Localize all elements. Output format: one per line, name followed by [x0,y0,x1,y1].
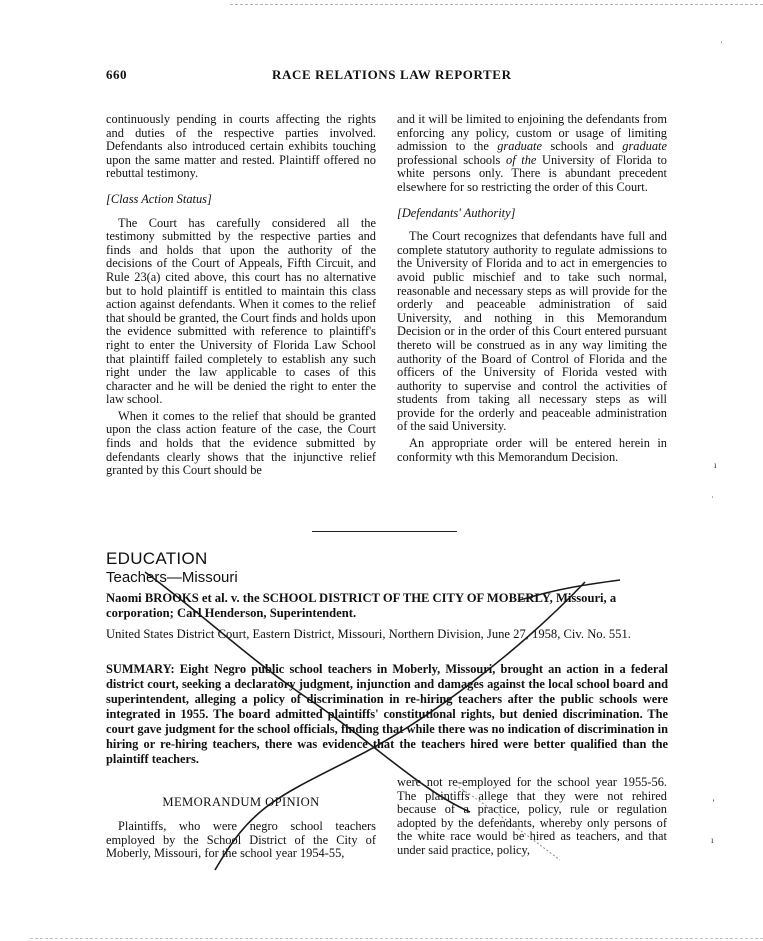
scan-speck: ʾ [711,495,714,505]
memo-right-column [397,776,667,861]
case-title: Naomi BROOKS et al. v. the SCHOOL DISTRICT OF THE CITY OF MOBERLY, Missouri, a corporation; Carl Henderson, Superintendent. [106,591,617,620]
left-paragraph-2: The Court has carefully considered all the testimony submitted by the respective parties and finds and holds that upon the authority of the decisions of the Court of Appeals, Fifth Circuit, and Rule 23(a) cited above, this court has no alternative but to hold plaintiff is entitled to maintain this class action against defendants. When it comes to the relief that should be granted, the Court finds and holds upon the evidence submitted with reference to plaintiff's right to enter the University of Florida Law School that plaintiff failed completely to establish any such right under the law applicable to cases of this character and he will be denied the right to enter the law school. [106,215,376,407]
court-citation: United States District Court, Eastern District, Missouri, Northern Division, June 27, 1958, Civ. No. 551. [106,627,631,641]
memo-left-column [106,776,376,864]
section-subtitle: Teachers—Missouri [106,569,238,586]
left-paragraph-3: When it comes to the relief that should be granted upon the class action feature of the case, the Court finds and holds that the evidence submitted by defendants clearly shows that the injunctive relief granted by this Court should be [106,408,376,478]
page-number: 660 [106,67,127,82]
defendants-authority-heading: [Defendants' Authority] [397,205,516,220]
scan-speck: ˈ [720,40,723,50]
scan-speck: ı [714,460,717,470]
case-summary: SUMMARY: Eight Negro public school teachers in Moberly, Missouri, brought an action in a federal district court, seeking a declaratory judgment, injunction and damages against the local school board and superintendent, alleging a policy of discrimination in re-hiring teachers after the public schools were integrated in 1955. The board admitted plaintiffs' constitutional rights, but denied discrimination. The court gave judgment for the school officials, finding that while there was no indication of discrimination in hiring or re-hiring teachers, there was evidence that the teachers hired were better qualified than the plaintiff teachers. [106,662,668,766]
left-paragraph-1: continuously pending in courts affecting the rights and duties of the respective parties involved. Defendants also introduced certain exhibits touching upon the same matter and rested. Plaintiff offered no rebuttal testimony. [106,112,376,181]
memo-right-paragraph: were not re-employed for the school year 1955-56. The plaintiffs allege that they were not rehired because of a practice, policy, rule or regulation adopted by the defendants, whereby only persons of the white race would be hired as teachers, and that under said practice, policy, [397,775,667,857]
class-action-heading: [Class Action Status] [106,191,212,206]
right-paragraph-3: An appropriate order will be entered herein in conformity wth this Memorandum Decision. [397,436,667,464]
right-paragraph-2: The Court recognizes that defendants have full and complete statutory authority to regulate admissions to the University of Florida and to act in emergencies to avoid public mischief and to take such normal, reasonable and necessary steps as will provide for the orderly and peaceable administration of said University, and nothing in this Memorandum Decision or in the order of this Court entered pursuant thereto will be construed as in any way limiting the authority of the Board of Control of Florida and the officers of the University of Florida vested with authority to supervise and control the activities of students from taking all necessary steps as will provide for the orderly and peaceable administration of the said University. [397,229,667,434]
right-column [397,113,667,467]
scan-speck: ı [711,835,714,845]
right-paragraph-1: and it will be limited to enjoining the defendants from enforcing any policy, custom or usage of limiting admission to the graduate schools and graduate professional schools of the University of Florida to white persons only. There is abundant precedent elsewhere for so restricting the order of this Court. [397,112,668,194]
section-divider [312,531,457,532]
memo-left-paragraph: Plaintiffs, who were negro school teachers employed by the School District of the City of Moberly, Missouri, for the school year 1954-55, [106,819,376,861]
section-title: EDUCATION [106,549,208,568]
scan-speck: ʼ [712,798,715,808]
scan-edge-bottom [30,938,763,939]
running-head: RACE RELATIONS LAW REPORTER [272,67,512,82]
left-column [106,113,376,481]
memorandum-heading: MEMORANDUM OPINION [162,795,320,809]
scan-edge-top [230,4,763,5]
